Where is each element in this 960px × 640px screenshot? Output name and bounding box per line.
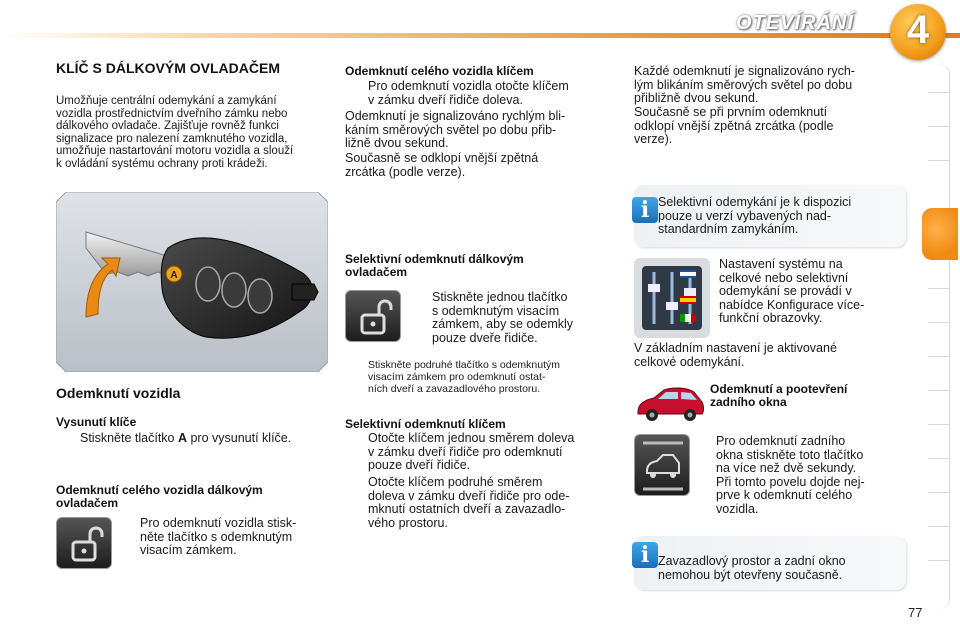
tab-divider	[928, 492, 950, 493]
key-unlock-heading: Odemknutí celého vozidla klíčem	[345, 64, 534, 78]
button-a-ref: A	[177, 431, 187, 445]
selective-key-heading: Selektivní odemknutí klíčem	[345, 417, 506, 431]
remote-unlock-text	[140, 517, 330, 558]
rear-window-heading	[710, 383, 847, 409]
text-line: Odemknutí je signalizováno rychlým bli-	[345, 109, 566, 123]
settings-slider-picture	[634, 258, 710, 338]
unlocking-heading: Odemknutí vozidla	[56, 385, 181, 401]
text-line: zámkem, aby se odemkly	[432, 317, 574, 332]
tab-divider	[928, 126, 950, 127]
text-line: nabídce Konfigurace více-	[719, 297, 865, 312]
text-line: lým blikáním směrových světel po dobu	[634, 77, 853, 92]
key-button-label: A	[170, 270, 178, 281]
tab-divider	[928, 92, 950, 93]
text-line: Stiskněte jednou tlačítko	[432, 290, 568, 304]
selective-key-text-1	[368, 432, 618, 473]
text-line: odemykání se provádí v	[719, 284, 852, 299]
text-line: ních dveří a zavazadlového prostoru.	[368, 383, 541, 395]
text-line: pouze u verzí vybavených nad-	[658, 208, 832, 223]
intro-paragraph	[56, 95, 328, 171]
chapter-badge	[890, 4, 946, 60]
text-line: Nastavení systému na	[719, 257, 843, 271]
text-line: pouze dveře řidiče.	[432, 330, 538, 345]
text-line: verze).	[634, 132, 673, 147]
signal-paragraph	[345, 110, 617, 151]
intro-line: signalizace pro nalezení zamknutého vozidla,	[56, 132, 288, 145]
heading-line: Selektivní odemknutí dálkovým	[345, 252, 524, 266]
open-padlock-icon	[346, 291, 402, 343]
text-run: Stiskněte tlačítko	[80, 431, 178, 445]
heading-line: zadního okna	[710, 395, 787, 409]
text-line: V základním nastavení je aktivované	[634, 341, 837, 355]
intro-line: Umožňuje centrální odemykání a zamykání	[56, 95, 277, 107]
text-line: visacím zámkem pro odemknutí ostat-	[368, 371, 546, 383]
text-line: Selektivní odemykání je k dispozici	[658, 195, 852, 209]
intro-line: vozidla prostřednictvím dveřního zámku nebo	[56, 107, 288, 120]
chapter-number: 4	[906, 8, 930, 52]
key-unfold-heading: Vysunutí klíče	[56, 415, 137, 429]
text-line: Otočte klíčem jednou směrem doleva	[368, 431, 575, 445]
text-line: okna stiskněte toto tlačítko	[716, 447, 864, 462]
text-run: pro vysunutí klíče.	[187, 431, 292, 445]
text-line: ližně dvou sekund.	[345, 136, 449, 151]
text-line: odklopí vnější zpětná zrcátka (podle	[634, 118, 834, 133]
selective-remote-text	[432, 291, 617, 345]
section-title: KLÍČ S DÁLKOVÝM OVLADAČEM	[56, 60, 280, 76]
tab-divider	[928, 560, 950, 561]
text-line: v zámku dveří řidiče pro odemknutí	[368, 444, 563, 459]
chapter-title: OTEVÍRÁNÍ	[736, 12, 854, 34]
text-line: doleva v zámku dveří řidiče pro ode-	[368, 488, 570, 503]
tab-divider	[928, 390, 950, 391]
info-icon: i	[632, 197, 658, 223]
intro-line: k ovládání systému ochrany proti krádeži.	[56, 157, 268, 170]
open-padlock-icon	[57, 518, 113, 570]
text-line: na více než dvě sekundy.	[716, 461, 857, 476]
rear-window-icon	[635, 435, 691, 497]
rear-window-text	[716, 435, 906, 517]
text-line: vozidla.	[716, 501, 759, 516]
text-line: visacím zámkem.	[140, 543, 237, 558]
tab-divider	[928, 424, 950, 425]
text-line: Zavazadlový prostor a zadní okno	[658, 554, 846, 568]
signal-paragraph-2	[634, 65, 906, 106]
remote-key-illustration	[56, 192, 328, 372]
tab-divider	[928, 160, 950, 161]
heading-line: ovladačem	[56, 496, 119, 510]
text-line: prve k odemknutí celého	[716, 488, 853, 503]
text-line: celkové odemykání.	[634, 354, 745, 369]
tab-divider	[928, 288, 950, 289]
mirrors-paragraph-2	[634, 106, 906, 147]
text-line: Pro odemknutí vozidla otočte klíčem	[368, 79, 569, 93]
text-line: celkové nebo selektivní	[719, 270, 849, 285]
text-line: nemohou být otevřeny současně.	[658, 567, 843, 582]
chapter-tab-active[interactable]	[922, 208, 958, 260]
red-car-picture	[634, 384, 706, 424]
key-unlock-text	[368, 80, 618, 107]
tab-divider	[928, 356, 950, 357]
text-line: mknutí ostatních dveří a zavazadlo-	[368, 502, 566, 517]
text-line: káním směrových světel po dobu přib-	[345, 122, 557, 137]
text-line: funkční obrazovky.	[719, 311, 823, 326]
tab-divider	[928, 322, 950, 323]
text-line: Současně se odklopí vnější zpětná	[345, 151, 539, 165]
text-line: standardním zamykáním.	[658, 222, 799, 237]
text-line: Stiskněte podruhé tlačítko s odemknutým	[368, 359, 561, 371]
intro-line: dálkového ovladače. Zajišťuje rovněž funkci	[56, 120, 279, 133]
text-line: Pro odemknutí vozidla stisk-	[140, 516, 297, 530]
page-number: 77	[908, 605, 923, 620]
text-line: Současně se při prvním odemknutí	[634, 105, 828, 119]
text-line: vého prostoru.	[368, 515, 448, 530]
info-box-boot	[634, 536, 906, 590]
rear-window-button-picture	[634, 434, 690, 496]
text-line: Otočte klíčem podruhé směrem	[368, 475, 543, 489]
text-line: Každé odemknutí je signalizováno rych-	[634, 64, 855, 78]
tab-divider	[928, 526, 950, 527]
heading-line: Odemknutí a pootevření	[710, 382, 848, 396]
config-paragraph	[719, 258, 906, 326]
text-line: přibližně dvou sekund.	[634, 91, 759, 106]
mirrors-paragraph	[345, 152, 617, 179]
heading-line: Odemknutí celého vozidla dálkovým	[56, 483, 263, 497]
tab-divider	[928, 458, 950, 459]
heading-line: ovladačem	[345, 265, 408, 279]
text-line: zrcátka (podle verze).	[345, 164, 466, 179]
chapter-tab-strip	[928, 64, 950, 609]
text-line: v zámku dveří řidiče doleva.	[368, 92, 523, 107]
text-line: Při tomto povelu dojde nej-	[716, 474, 865, 489]
selective-remote-heading	[345, 253, 524, 279]
text-line: něte tlačítko s odemknutým	[140, 529, 293, 544]
remote-unlock-heading	[56, 484, 263, 510]
intro-line: umožňuje nastartování motoru vozidla a slouží	[56, 145, 294, 158]
unlock-button-picture	[345, 290, 401, 342]
info-icon: i	[632, 542, 658, 568]
info-text	[658, 555, 898, 582]
info-text	[658, 196, 898, 237]
text-line: Pro odemknutí zadního	[716, 434, 846, 448]
selective-key-text-2	[368, 476, 618, 530]
info-box-selective	[634, 185, 906, 247]
key-unfold-text	[80, 432, 340, 446]
text-line: s odemknutým visacím	[432, 303, 560, 318]
unlock-button-picture	[56, 517, 112, 569]
default-setting-paragraph	[634, 342, 906, 369]
second-press-text	[368, 359, 620, 395]
text-line: pouze dveří řidiče.	[368, 458, 471, 473]
